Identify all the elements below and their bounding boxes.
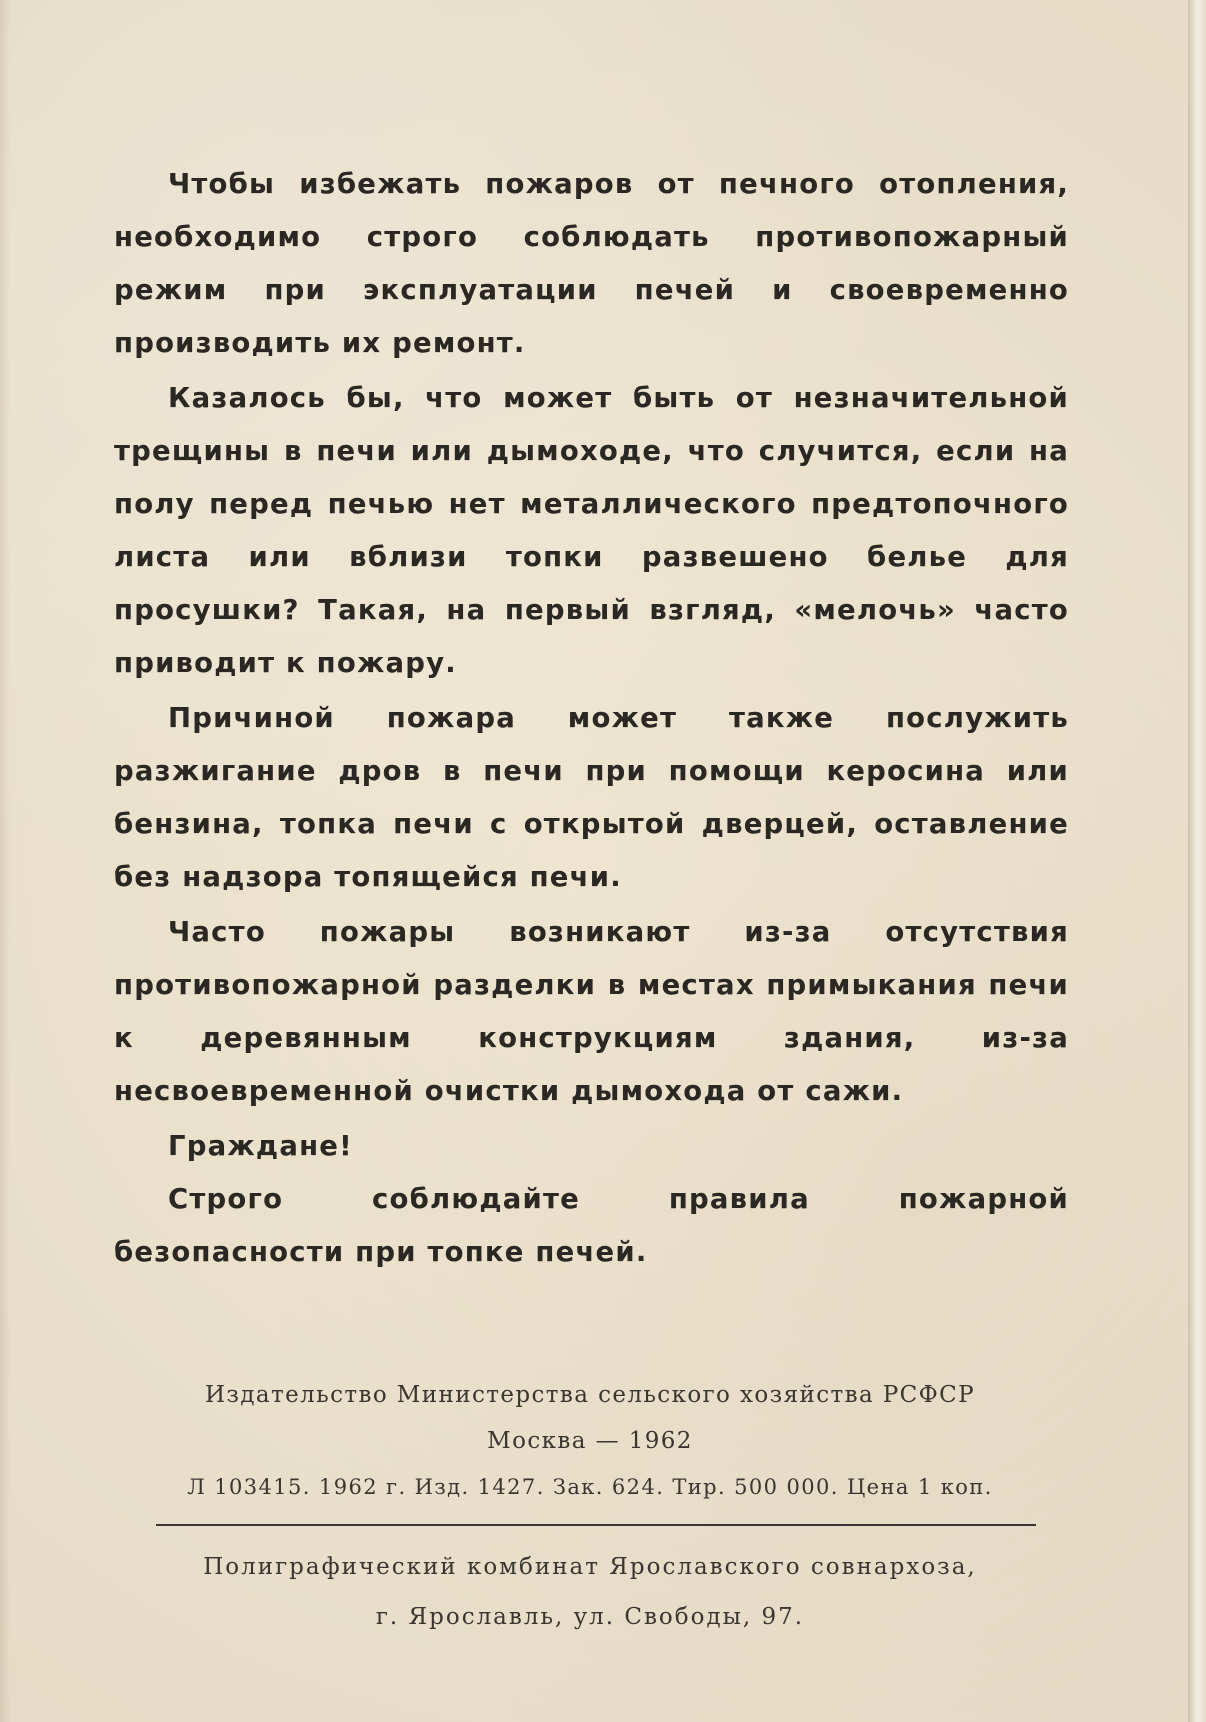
paragraph: Часто пожары возникают из-за отсутствия противопожарной разделки в местах примыкания печи к деревянным конструкциям здания, из-за несвоевременной очистки дымохода от сажи. bbox=[114, 916, 1069, 1107]
printer-imprint bbox=[140, 1542, 1040, 1642]
paragraph: Казалось бы, что может быть от незначительной трещины в печи или дымоходе, что случится, если на полу перед печью нет металлического предтопочного листа или вблизи топки развешено белье для просушки? Такая, на первый взгляд, «мелочь» часто приводит к пожару. bbox=[114, 382, 1069, 679]
publication-city-year: Москва — 1962 bbox=[487, 1428, 693, 1454]
page-right-edge bbox=[1190, 0, 1206, 1722]
divider-rule bbox=[156, 1524, 1036, 1526]
printer-name: Полиграфический комбинат Ярославского совнархоза, bbox=[203, 1554, 977, 1580]
body-text bbox=[114, 158, 1069, 1281]
publisher-imprint bbox=[140, 1372, 1040, 1510]
publication-details: Л 103415. 1962 г. Изд. 1427. Зак. 624. Тир. 500 000. Цена 1 коп. bbox=[187, 1475, 993, 1499]
publisher-name: Издательство Министерства сельского хозяйства РСФСР bbox=[204, 1382, 976, 1408]
paragraph: Причиной пожара может также послужить разжигание дров в печи при помощи керосина или бензина, топка печи с открытой дверцей, оставление без надзора топящейся печи. bbox=[114, 702, 1069, 893]
page-edge-shadow bbox=[0, 0, 10, 1722]
printer-address: г. Ярославль, ул. Свободы, 97. bbox=[375, 1604, 805, 1630]
paragraph: Чтобы избежать пожаров от печного отопления, необходимо строго соблюдать противопожарный режим при эксплуатации печей и своевременно производить их ремонт. bbox=[114, 168, 1069, 359]
appeal-text: Строго соблюдайте правила пожарной безопасности при топке печей. bbox=[114, 1183, 1069, 1268]
appeal-heading: Граждане! bbox=[168, 1130, 353, 1162]
